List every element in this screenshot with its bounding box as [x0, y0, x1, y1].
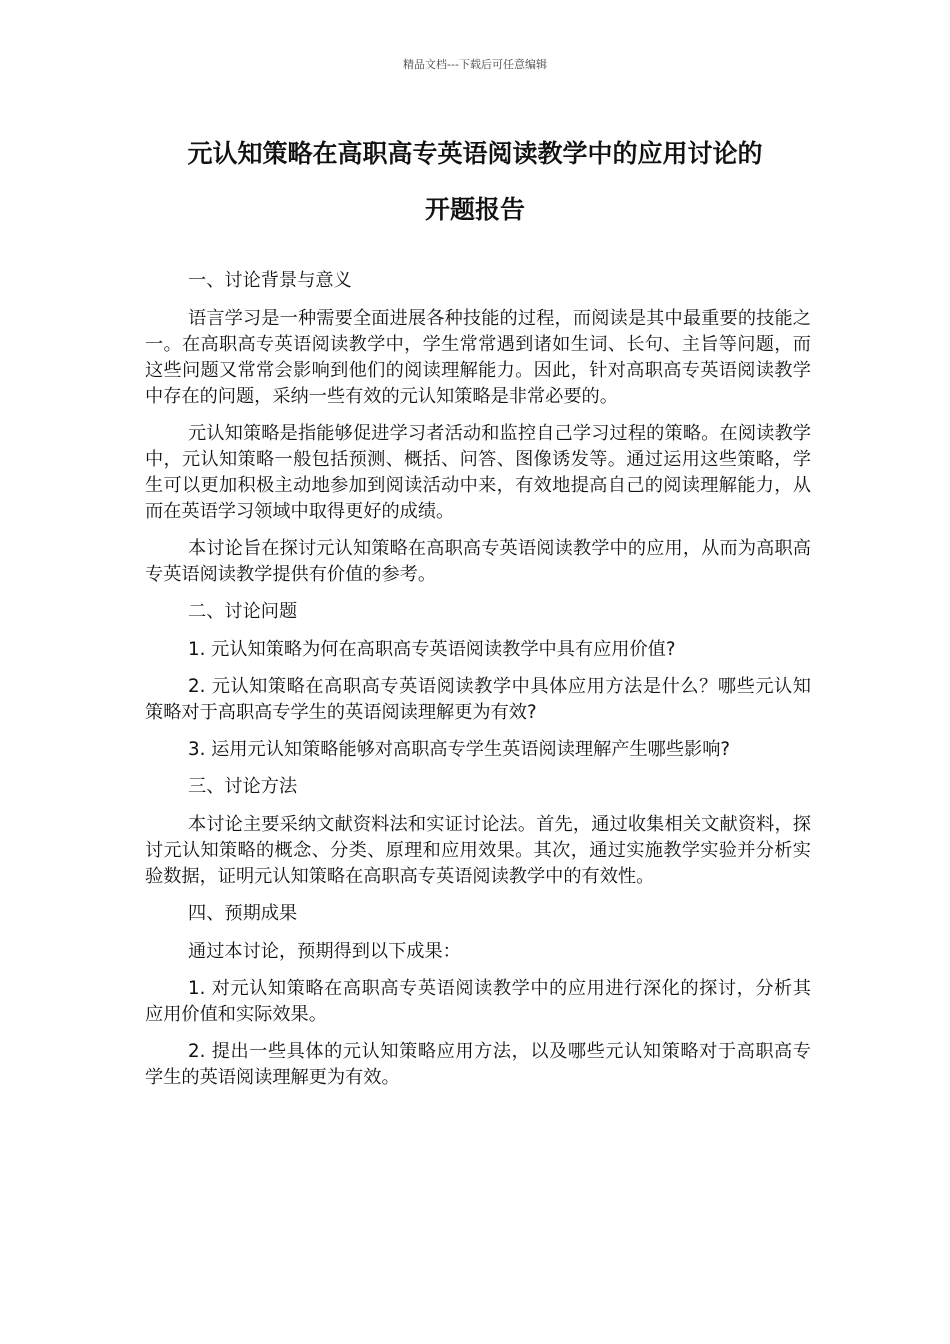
question-item-1: 1. 元认知策略为何在高职高专英语阅读教学中具有应用价值? [188, 639, 676, 660]
methods-paragraph: 本讨论主要采纳文献资料法和实证讨论法。首先，通过收集相关文献资料，探讨元认知策略的概念、分类、原理和应用效果。其次，通过实施教学实验并分析实验数据，证明元认知策略在高职高专英语阅读教学中的有效性。 [145, 814, 811, 887]
background-paragraph-2: 元认知策略是指能够促进学习者活动和监控自己学习过程的策略。在阅读教学中，元认知策略一般包括预测、概括、问答、图像诱发等。通过运用这些策略，学生可以更加积极主动地参加到阅读活动中来，有效地提高自己的阅读理解能力，从而在英语学习领域中取得更好的成绩。 [145, 423, 811, 522]
section-heading-background: 一、讨论背景与意义 [188, 270, 352, 291]
section-heading-questions: 二、讨论问题 [188, 601, 298, 622]
document-body [145, 268, 811, 1102]
header-note: 精品文档---下载后可任意编辑 [403, 58, 547, 71]
document-title-line-2: 开题报告 [424, 195, 525, 224]
section-heading-outcomes: 四、预期成果 [188, 903, 298, 924]
question-item-2: 2. 元认知策略在高职高专英语阅读教学中具体应用方法是什么？哪些元认知策略对于高职高专学生的英语阅读理解更为有效? [145, 676, 811, 723]
document-title-line-1: 元认知策略在高职高专英语阅读教学中的应用讨论的 [187, 139, 763, 168]
question-item-3: 3. 运用元认知策略能够对高职高专学生英语阅读理解产生哪些影响? [188, 739, 731, 760]
outcomes-intro: 通过本讨论，预期得到以下成果： [188, 941, 461, 962]
section-heading-methods: 三、讨论方法 [188, 776, 298, 797]
background-paragraph-1: 语言学习是一种需要全面进展各种技能的过程，而阅读是其中最重要的技能之一。在高职高专英语阅读教学中，学生常常遇到诸如生词、长句、主旨等问题，而这些问题又常常会影响到他们的阅读理解能力。因此，针对高职高专英语阅读教学中存在的问题，采纳一些有效的元认知策略是非常必要的。 [145, 308, 811, 407]
outcome-item-2: 2. 提出一些具体的元认知策略应用方法，以及哪些元认知策略对于高职高专学生的英语阅读理解更为有效。 [145, 1041, 811, 1088]
background-paragraph-3: 本讨论旨在探讨元认知策略在高职高专英语阅读教学中的应用，从而为高职高专英语阅读教学提供有价值的参考。 [145, 538, 811, 585]
outcome-item-1: 1. 对元认知策略在高职高专英语阅读教学中的应用进行深化的探讨，分析其应用价值和实际效果。 [145, 978, 811, 1025]
